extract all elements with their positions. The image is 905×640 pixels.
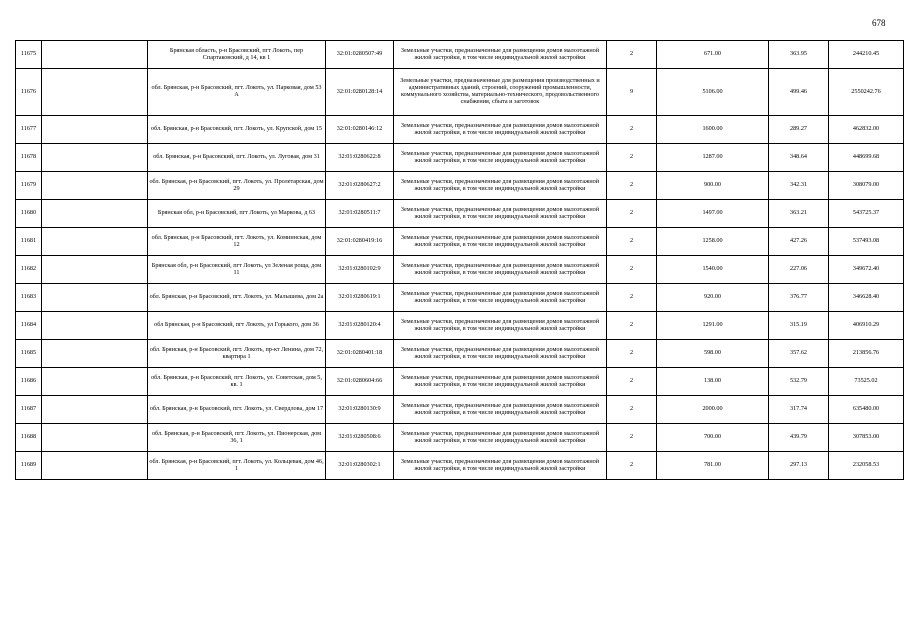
group-cell: 9 <box>607 69 657 116</box>
area-cell: 1540.00 <box>657 256 769 284</box>
address-cell: Брянская обл, р-н Брасовский, пгт Локоть, ул Маркова, д 63 <box>148 200 326 228</box>
cadastral-value-cell: 308079.00 <box>829 172 904 200</box>
row-number-cell: 11681 <box>16 228 42 256</box>
area-cell: 1291.00 <box>657 312 769 340</box>
table-row <box>16 396 904 424</box>
row-number-cell: 11678 <box>16 144 42 172</box>
group-cell: 2 <box>607 172 657 200</box>
cadastral-number-cell: 32:01:0280604:66 <box>326 368 394 396</box>
cadastral-value-cell: 2550242.76 <box>829 69 904 116</box>
cadastral-number-cell: 32:01:0280128:14 <box>326 69 394 116</box>
group-cell: 2 <box>607 424 657 452</box>
cadastral-number-cell: 32:01:0280627:2 <box>326 172 394 200</box>
table-row <box>16 41 904 69</box>
area-cell: 5106.00 <box>657 69 769 116</box>
cadastral-value-cell: 462832.00 <box>829 116 904 144</box>
empty-cell <box>42 256 148 284</box>
empty-cell <box>42 116 148 144</box>
address-cell: обл. Брянская, р-н Брасовский, пгт. Локоть, ул. Коминнская, дом 12 <box>148 228 326 256</box>
address-cell: Брянская область, р-н Брасовский, пгт Локоть, пер Спартаковский, д 14, кв 1 <box>148 41 326 69</box>
cadastral-number-cell: 32:01:0280130:9 <box>326 396 394 424</box>
cadastral-value-cell: 543725.37 <box>829 200 904 228</box>
area-cell: 1600.00 <box>657 116 769 144</box>
empty-cell <box>42 312 148 340</box>
address-cell: обл. Брянская, р-н Брасовский, пгт. Локоть, ул. Кольцевая, дом 46, 1 <box>148 452 326 480</box>
cadastral-value-cell: 346628.40 <box>829 284 904 312</box>
area-cell: 598.00 <box>657 340 769 368</box>
specific-value-cell: 376.77 <box>769 284 829 312</box>
land-category-cell: Земельные участки, предназначенные для размещения домов малоэтажной жилой застройки, в том числе индивидуальной жилой застройки <box>394 424 607 452</box>
specific-value-cell: 532.79 <box>769 368 829 396</box>
address-cell: обл. Брянская, р-н Брасовский, пгт. Локоть, ул. Крупской, дом 15 <box>148 116 326 144</box>
cadastral-value-cell: 213856.76 <box>829 340 904 368</box>
group-cell: 2 <box>607 256 657 284</box>
address-cell: обл. Брянская, р-н Брасовский, пгт. Локоть, ул. Пионерская, дом 36, 1 <box>148 424 326 452</box>
page-number: 678 <box>872 18 886 28</box>
specific-value-cell: 315.19 <box>769 312 829 340</box>
address-cell: обл. Брянская, р-н Брасовский, пгт. Локоть, ул. Пролетарская, дом 29 <box>148 172 326 200</box>
cadastral-number-cell: 32:01:0280146:12 <box>326 116 394 144</box>
cadastral-number-cell: 32:01:0280507:49 <box>326 41 394 69</box>
address-cell: обл. Брянская, р-н Брасовский, пгт. Локоть, ул. Парковая, дом 53 А <box>148 69 326 116</box>
table-row <box>16 69 904 116</box>
cadastral-number-cell: 32:01:0280419:16 <box>326 228 394 256</box>
cadastral-value-cell: 406910.29 <box>829 312 904 340</box>
table-row <box>16 340 904 368</box>
group-cell: 2 <box>607 228 657 256</box>
group-cell: 2 <box>607 312 657 340</box>
land-category-cell: Земельные участки, предназначенные для размещения домов малоэтажной жилой застройки, в том числе индивидуальной жилой застройки <box>394 452 607 480</box>
table-row <box>16 256 904 284</box>
empty-cell <box>42 368 148 396</box>
group-cell: 2 <box>607 200 657 228</box>
table-row <box>16 452 904 480</box>
address-cell: обл. Брянская, р-н Брасовский, пгт. Локоть, ул. Свердлова, дом 17 <box>148 396 326 424</box>
row-number-cell: 11687 <box>16 396 42 424</box>
table-row <box>16 172 904 200</box>
row-number-cell: 11684 <box>16 312 42 340</box>
cadastral-number-cell: 32:01:0280511:7 <box>326 200 394 228</box>
row-number-cell: 11686 <box>16 368 42 396</box>
table-row <box>16 200 904 228</box>
cadastral-number-cell: 32:01:0280401:18 <box>326 340 394 368</box>
land-category-cell: Земельные участки, предназначенные для размещения производственных и административных зданий, строений, сооружений промышленности, коммунального хозяйства, материально-технического, продовольственного снабжения, сбыта и заготовок <box>394 69 607 116</box>
land-category-cell: Земельные участки, предназначенные для размещения домов малоэтажной жилой застройки, в том числе индивидуальной жилой застройки <box>394 200 607 228</box>
cadastral-value-cell: 537493.08 <box>829 228 904 256</box>
row-number-cell: 11680 <box>16 200 42 228</box>
cadastral-value-cell: 635480.00 <box>829 396 904 424</box>
row-number-cell: 11689 <box>16 452 42 480</box>
area-cell: 900.00 <box>657 172 769 200</box>
land-category-cell: Земельные участки, предназначенные для размещения домов малоэтажной жилой застройки, в том числе индивидуальной жилой застройки <box>394 228 607 256</box>
land-category-cell: Земельные участки, предназначенные для размещения домов малоэтажной жилой застройки, в том числе индивидуальной жилой застройки <box>394 41 607 69</box>
specific-value-cell: 289.27 <box>769 116 829 144</box>
empty-cell <box>42 340 148 368</box>
empty-cell <box>42 200 148 228</box>
land-category-cell: Земельные участки, предназначенные для размещения домов малоэтажной жилой застройки, в том числе индивидуальной жилой застройки <box>394 144 607 172</box>
area-cell: 1287.00 <box>657 144 769 172</box>
group-cell: 2 <box>607 368 657 396</box>
land-category-cell: Земельные участки, предназначенные для размещения домов малоэтажной жилой застройки, в том числе индивидуальной жилой застройки <box>394 284 607 312</box>
empty-cell <box>42 69 148 116</box>
row-number-cell: 11685 <box>16 340 42 368</box>
cadastral-value-cell: 232058.53 <box>829 452 904 480</box>
cadastral-number-cell: 32:01:0280302:1 <box>326 452 394 480</box>
area-cell: 700.00 <box>657 424 769 452</box>
row-number-cell: 11683 <box>16 284 42 312</box>
cadastral-value-cell: 448699.68 <box>829 144 904 172</box>
group-cell: 2 <box>607 340 657 368</box>
cadastral-value-cell: 244210.45 <box>829 41 904 69</box>
specific-value-cell: 297.13 <box>769 452 829 480</box>
empty-cell <box>42 284 148 312</box>
row-number-cell: 11676 <box>16 69 42 116</box>
table-row <box>16 144 904 172</box>
land-category-cell: Земельные участки, предназначенные для размещения домов малоэтажной жилой застройки, в том числе индивидуальной жилой застройки <box>394 312 607 340</box>
table-row <box>16 284 904 312</box>
area-cell: 138.00 <box>657 368 769 396</box>
empty-cell <box>42 424 148 452</box>
address-cell: обл. Брянская, р-н Брасовский, пгт. Локоть, пр-кт Ленина, дом 72, квартира 1 <box>148 340 326 368</box>
empty-cell <box>42 228 148 256</box>
land-category-cell: Земельные участки, предназначенные для размещения домов малоэтажной жилой застройки, в том числе индивидуальной жилой застройки <box>394 396 607 424</box>
cadastral-number-cell: 32:01:0280619:1 <box>326 284 394 312</box>
land-category-cell: Земельные участки, предназначенные для размещения домов малоэтажной жилой застройки, в том числе индивидуальной жилой застройки <box>394 116 607 144</box>
empty-cell <box>42 172 148 200</box>
specific-value-cell: 439.79 <box>769 424 829 452</box>
group-cell: 2 <box>607 284 657 312</box>
cadastral-value-cell: 73525.02 <box>829 368 904 396</box>
specific-value-cell: 363.21 <box>769 200 829 228</box>
address-cell: обл Брянская, р-н Брасовский, пгт Локоть, ул Горького, дом 36 <box>148 312 326 340</box>
area-cell: 1258.00 <box>657 228 769 256</box>
group-cell: 2 <box>607 452 657 480</box>
address-cell: обл. Брянская, р-н Брасовский, пгт. Локоть, ул. Малышева, дом 2а <box>148 284 326 312</box>
group-cell: 2 <box>607 116 657 144</box>
specific-value-cell: 363.95 <box>769 41 829 69</box>
group-cell: 2 <box>607 41 657 69</box>
table-row <box>16 312 904 340</box>
address-cell: Брянская обл, р-н Брасовский, пгт Локоть, ул Зеленая роща, дом 11 <box>148 256 326 284</box>
row-number-cell: 11677 <box>16 116 42 144</box>
specific-value-cell: 348.64 <box>769 144 829 172</box>
area-cell: 1497.00 <box>657 200 769 228</box>
specific-value-cell: 227.06 <box>769 256 829 284</box>
cadastral-number-cell: 32:01:0280102:9 <box>326 256 394 284</box>
cadastral-number-cell: 32:01:0280120:4 <box>326 312 394 340</box>
address-cell: обл. Брянская, р-н Брасовский, пгт. Локоть, ул. Советская, дом 5, кв. 1 <box>148 368 326 396</box>
specific-value-cell: 499.46 <box>769 69 829 116</box>
table-row <box>16 368 904 396</box>
specific-value-cell: 317.74 <box>769 396 829 424</box>
cadastral-number-cell: 32:01:0280508:6 <box>326 424 394 452</box>
cadastral-number-cell: 32:01:0280622:8 <box>326 144 394 172</box>
specific-value-cell: 342.31 <box>769 172 829 200</box>
table-row <box>16 228 904 256</box>
cadastral-value-cell: 307853.00 <box>829 424 904 452</box>
area-cell: 781.00 <box>657 452 769 480</box>
empty-cell <box>42 452 148 480</box>
group-cell: 2 <box>607 396 657 424</box>
land-plot-registry-table <box>15 40 904 480</box>
land-category-cell: Земельные участки, предназначенные для размещения домов малоэтажной жилой застройки, в том числе индивидуальной жилой застройки <box>394 368 607 396</box>
area-cell: 920.00 <box>657 284 769 312</box>
cadastral-value-cell: 349672.40 <box>829 256 904 284</box>
empty-cell <box>42 41 148 69</box>
land-category-cell: Земельные участки, предназначенные для размещения домов малоэтажной жилой застройки, в том числе индивидуальной жилой застройки <box>394 340 607 368</box>
specific-value-cell: 357.62 <box>769 340 829 368</box>
row-number-cell: 11675 <box>16 41 42 69</box>
address-cell: обл. Брянская, р-н Брасовский, пгт. Локоть, ул. Луговая, дом 31 <box>148 144 326 172</box>
area-cell: 2000.00 <box>657 396 769 424</box>
empty-cell <box>42 144 148 172</box>
row-number-cell: 11682 <box>16 256 42 284</box>
specific-value-cell: 427.26 <box>769 228 829 256</box>
row-number-cell: 11679 <box>16 172 42 200</box>
land-category-cell: Земельные участки, предназначенные для размещения домов малоэтажной жилой застройки, в том числе индивидуальной жилой застройки <box>394 256 607 284</box>
table-row <box>16 116 904 144</box>
group-cell: 2 <box>607 144 657 172</box>
empty-cell <box>42 396 148 424</box>
row-number-cell: 11688 <box>16 424 42 452</box>
area-cell: 671.00 <box>657 41 769 69</box>
table-row <box>16 424 904 452</box>
land-category-cell: Земельные участки, предназначенные для размещения домов малоэтажной жилой застройки, в том числе индивидуальной жилой застройки <box>394 172 607 200</box>
